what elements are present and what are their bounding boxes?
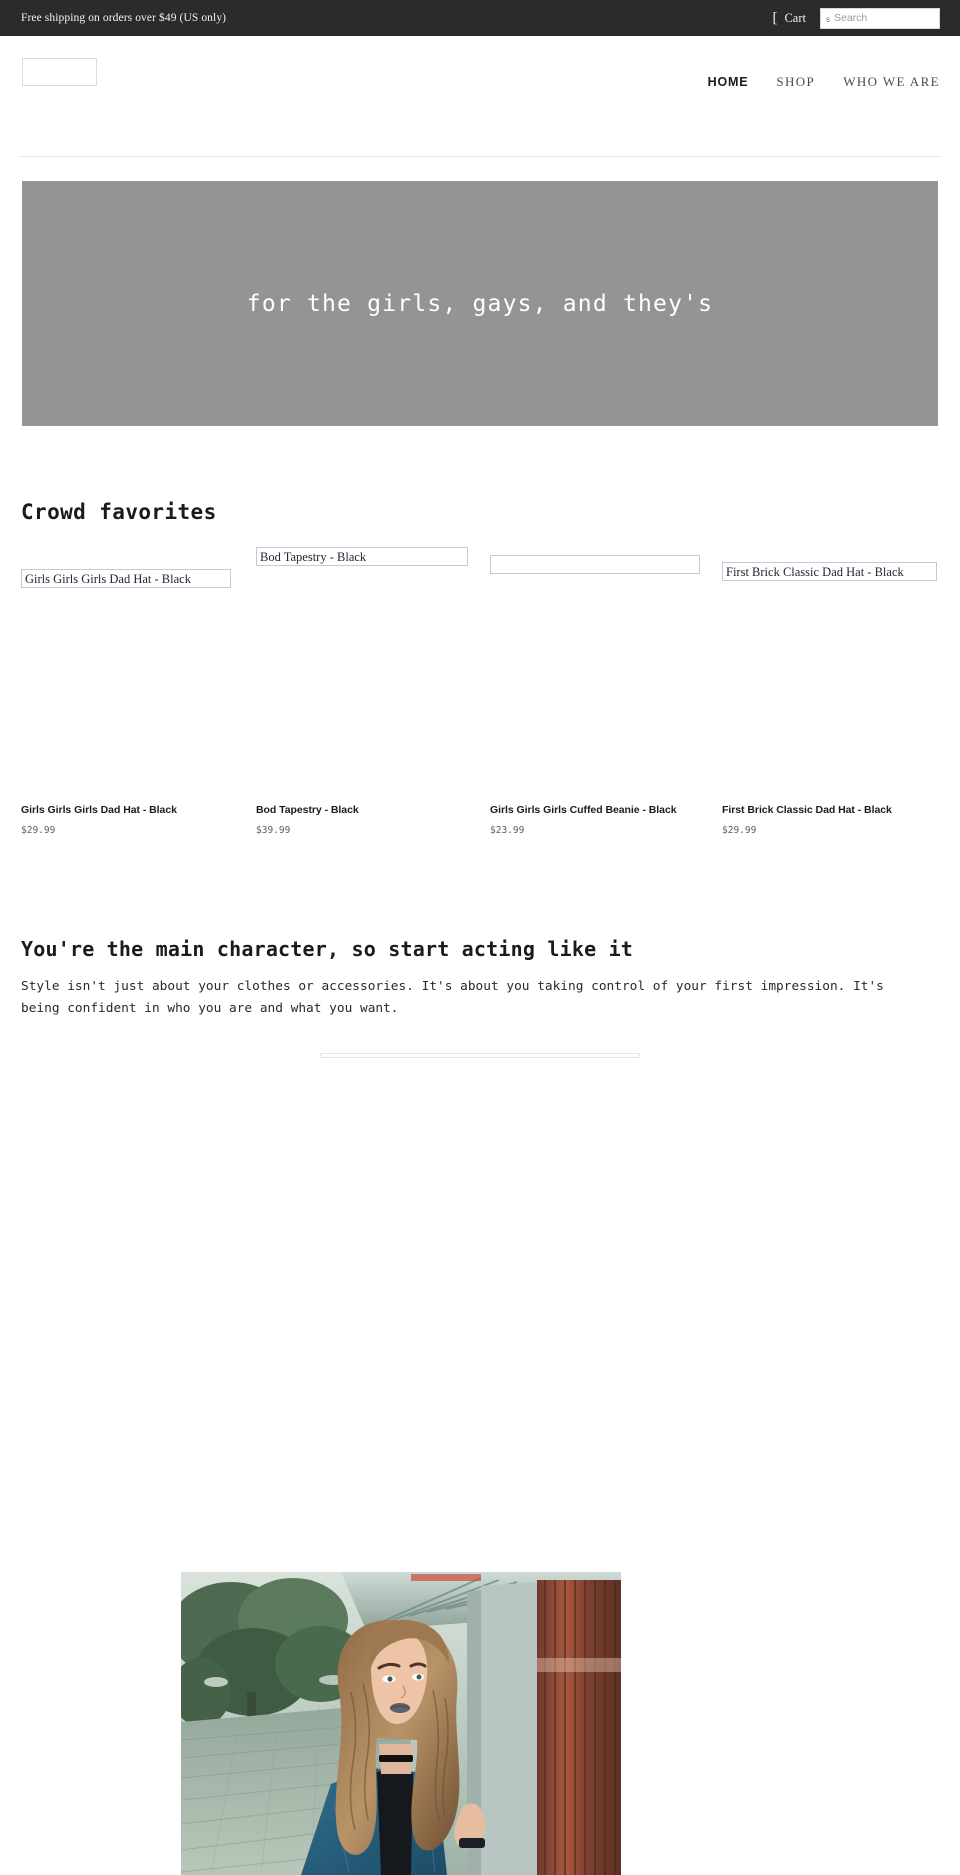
header-divider <box>20 156 940 157</box>
cart-label: Cart <box>784 10 806 25</box>
cart-icon: [ <box>772 9 778 26</box>
product-price: $39.99 <box>256 825 291 836</box>
site-header <box>0 36 960 158</box>
search-icon: s <box>826 15 830 24</box>
announcement-text: Free shipping on orders over $49 (US only) <box>21 12 227 24</box>
section-divider <box>320 1053 640 1058</box>
nav-item-home[interactable]: HOME <box>707 75 749 89</box>
hero-banner[interactable] <box>22 181 938 426</box>
product-image-placeholder[interactable] <box>490 555 700 574</box>
product-image-placeholder[interactable]: Bod Tapestry - Black <box>256 547 468 566</box>
product-price: $29.99 <box>21 825 56 836</box>
product-image-placeholder[interactable]: First Brick Classic Dad Hat - Black <box>722 562 937 581</box>
product-title[interactable]: Girls Girls Girls Cuffed Beanie - Black <box>490 804 677 816</box>
crowd-favorites-title: Crowd favorites <box>21 500 217 524</box>
product-price: $29.99 <box>722 825 757 836</box>
hero-headline: for the girls, gays, and they's <box>246 290 714 317</box>
site-logo[interactable] <box>22 58 97 86</box>
search-form[interactable] <box>820 8 940 29</box>
nav-item-who-we-are[interactable]: WHO WE ARE <box>843 74 940 89</box>
product-title[interactable]: First Brick Classic Dad Hat - Black <box>722 804 892 816</box>
product-info <box>722 804 892 836</box>
product-grid <box>0 536 960 836</box>
main-character-paragraph: Style isn't just about your clothes or accessories. It's about you taking control of your first impression. It's being confident in who you are and what you want. <box>21 979 884 1016</box>
product-info <box>490 804 677 836</box>
announcement-actions <box>772 8 940 29</box>
lifestyle-photo <box>181 1572 621 1875</box>
product-title[interactable]: Bod Tapestry - Black <box>256 804 359 816</box>
lifestyle-photo-image <box>181 1572 621 1875</box>
cart-link[interactable] <box>772 11 806 26</box>
nav-item-shop[interactable]: SHOP <box>776 74 816 89</box>
product-title[interactable]: Girls Girls Girls Dad Hat - Black <box>21 804 177 816</box>
product-info <box>256 804 359 836</box>
product-info <box>21 804 177 836</box>
main-navigation <box>708 74 940 90</box>
main-character-heading: You're the main character, so start acting like it <box>21 937 634 961</box>
product-price: $23.99 <box>490 825 525 836</box>
announcement-bar <box>0 0 960 36</box>
product-image-placeholder[interactable]: Girls Girls Girls Dad Hat - Black <box>21 569 231 588</box>
search-input[interactable] <box>834 12 960 24</box>
